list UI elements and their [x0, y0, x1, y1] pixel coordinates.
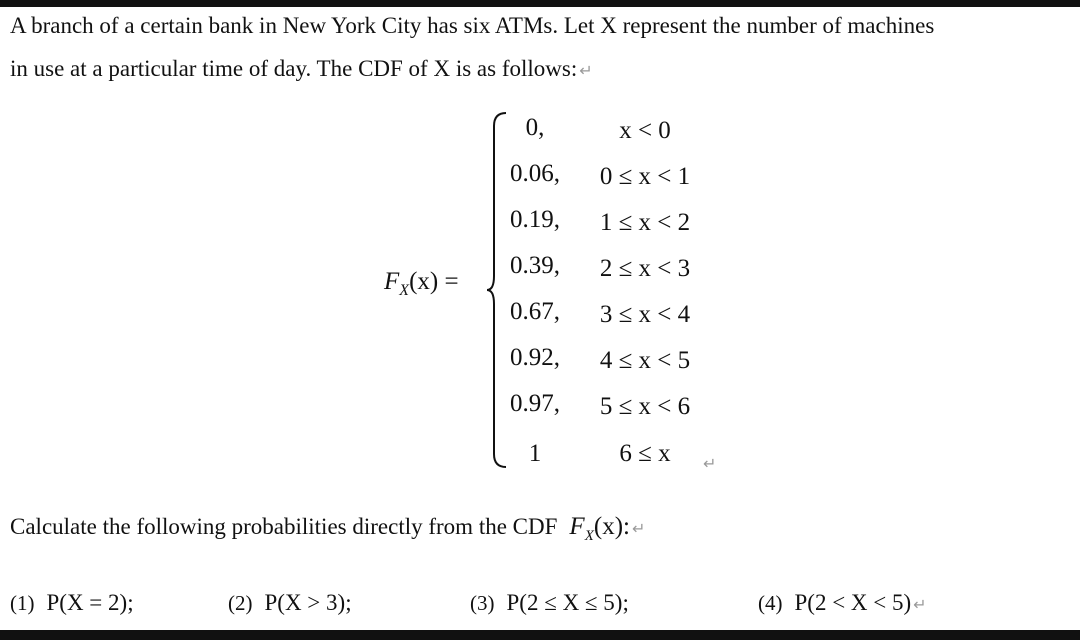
cdf-row-6-value: 0.92,	[510, 344, 560, 371]
problem-line-2-text: in use at a particular time of day. The CDF of X is as follows:	[10, 56, 578, 81]
cdf-row-7-value: 0.97,	[510, 390, 560, 417]
top-border	[0, 0, 1080, 7]
question-fx-f: F	[569, 513, 585, 540]
cdf-row-6-condition: 4 ≤ x < 5	[599, 347, 691, 374]
part-3-number: (3)	[470, 591, 495, 615]
question-text: Calculate the following probabilities directly from the CDF	[10, 514, 558, 539]
question-fx-arg: (x):	[593, 513, 630, 540]
part-1	[10, 590, 134, 616]
question-fx-sub: X	[584, 528, 594, 544]
return-mark-icon: ↵	[579, 61, 593, 80]
part-4-number: (4)	[758, 591, 783, 615]
problem-line-1: A branch of a certain bank in New York City has six ATMs. Let X represent the number of machines	[10, 13, 935, 38]
bottom-border	[0, 630, 1080, 640]
part-2-expression: P(X > 3);	[264, 590, 352, 615]
return-mark-icon: ↵	[631, 519, 646, 538]
part-4-expression: P(2 < X < 5)	[794, 590, 912, 615]
cdf-row-5-condition: 3 ≤ x < 4	[599, 301, 691, 328]
question-fx	[569, 513, 630, 544]
cdf-row-1-value: 0,	[525, 114, 545, 141]
part-2	[228, 590, 352, 616]
cdf-label-f: F	[384, 268, 400, 295]
cdf-row-2-condition: 0 ≤ x < 1	[599, 163, 691, 190]
return-mark-icon: ↵	[703, 454, 717, 473]
question-line	[10, 513, 645, 545]
cdf-label-arg: (x) =	[409, 268, 459, 295]
part-3-expression: P(2 ≤ X ≤ 5);	[506, 590, 629, 615]
cdf-row-7-condition: 5 ≤ x < 6	[599, 393, 691, 420]
part-1-number: (1)	[10, 591, 35, 615]
cdf-function-label	[384, 268, 459, 300]
part-4	[758, 590, 927, 616]
cdf-row-5-value: 0.67,	[510, 298, 560, 325]
part-2-number: (2)	[228, 591, 253, 615]
cdf-row-3-value: 0.19,	[510, 206, 560, 233]
problem-line-2	[10, 56, 593, 82]
part-1-expression: P(X = 2);	[46, 590, 134, 615]
cdf-row-1-condition: x < 0	[619, 117, 671, 144]
cdf-row-8-condition: 6 ≤ x	[619, 440, 671, 467]
cdf-row-3-condition: 1 ≤ x < 2	[599, 209, 691, 236]
cdf-row-4-value: 0.39,	[510, 252, 560, 279]
cdf-row-8-value: 1	[528, 440, 542, 467]
cdf-row-4-condition: 2 ≤ x < 3	[599, 255, 691, 282]
return-mark-icon: ↵	[913, 595, 927, 614]
cdf-row-2-value: 0.06,	[510, 160, 560, 187]
part-3	[470, 590, 629, 616]
cdf-label-sub: X	[399, 282, 410, 299]
